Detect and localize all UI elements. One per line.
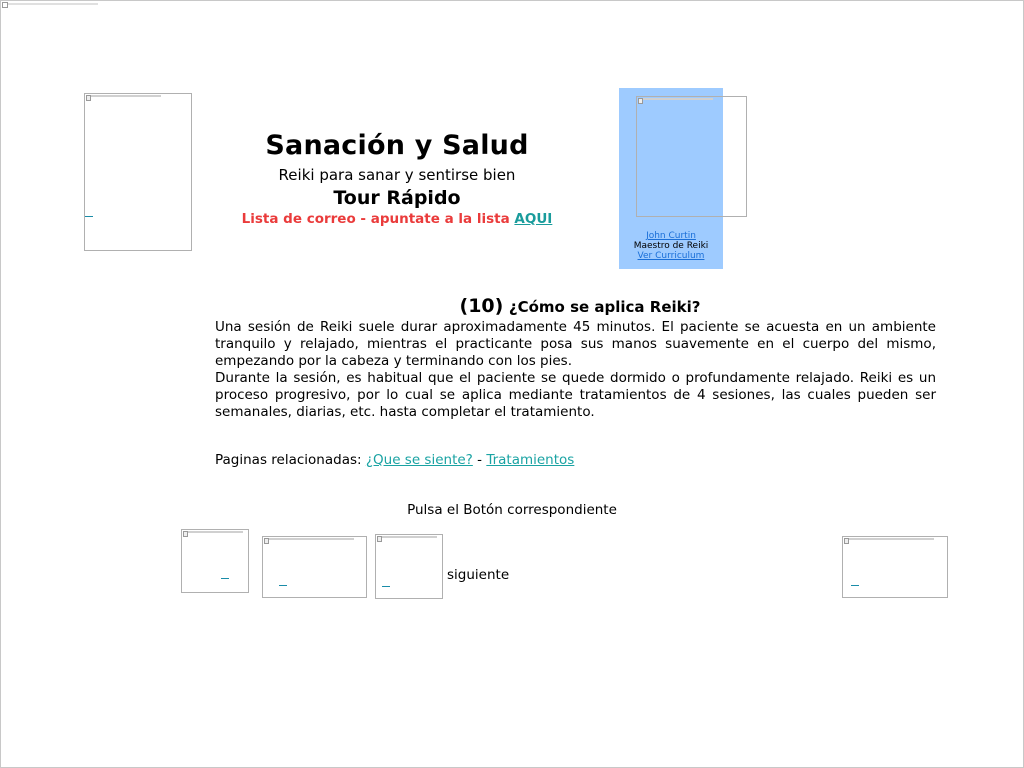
article-body (215, 319, 936, 421)
article-number: (10) (459, 295, 504, 317)
page-title: Sanación y Salud (265, 130, 529, 161)
article-paragraph: Una sesión de Reiki suele durar aproximadamente 45 minutos. El paciente se acuesta en un ambiente tranquilo y relajado, mientras el practicante posa sus manos suavemente en el cuerpo del mismo, empezando por la cabeza y terminando con los pies. (215, 319, 936, 369)
logo-image[interactable] (84, 93, 192, 251)
nav-button-2[interactable] (262, 536, 367, 598)
author-role: Maestro de Reiki (633, 241, 709, 251)
author-info (619, 231, 723, 261)
related-label: Paginas relacionadas: (215, 452, 362, 468)
nav-button-next[interactable] (842, 536, 948, 598)
article-paragraph: Durante la sesión, es habitual que el paciente se quede dormido o profundamente relajado. Reiki es un proceso progresivo, por lo cual se aplica mediante tratamientos de 4 sesiones, las cuales pueden ser semanales, diarias, etc. hasta completar el tratamiento. (215, 370, 936, 420)
mailing-list-link[interactable]: AQUI (514, 211, 553, 227)
broken-image-alt (643, 98, 713, 100)
nav-button-1[interactable] (181, 529, 249, 593)
page-subtitle: Reiki para sanar y sentirse bien (278, 166, 516, 184)
related-link-tratamientos[interactable]: Tratamientos (486, 452, 575, 468)
related-pages (215, 452, 574, 468)
image-link-mark[interactable] (279, 585, 287, 586)
broken-image-alt (8, 3, 98, 5)
mailing-list-text: Lista de correo - apuntate a la lista (241, 211, 510, 227)
image-link-mark[interactable] (85, 216, 93, 217)
related-separator: - (477, 452, 483, 468)
mailing-list (197, 211, 597, 227)
image-link-mark[interactable] (851, 585, 859, 586)
image-link-mark[interactable] (221, 578, 229, 579)
broken-image-alt (91, 95, 161, 97)
broken-image-alt (849, 538, 934, 540)
nav-button-3[interactable] (375, 534, 443, 599)
next-label: siguiente (447, 567, 510, 583)
tour-heading: Tour Rápido (333, 187, 461, 209)
broken-image-alt (382, 536, 437, 538)
broken-image-alt (269, 538, 354, 540)
article-heading (215, 295, 945, 317)
author-name-link[interactable]: John Curtin (646, 231, 696, 241)
press-button-text: Pulsa el Botón correspondiente (407, 502, 617, 518)
broken-image-alt (188, 531, 243, 533)
author-cv-link[interactable]: Ver Curriculum (637, 251, 705, 261)
article-question: ¿Cómo se aplica Reiki? (508, 298, 701, 316)
related-link-que-se-siente[interactable]: ¿Que se siente? (365, 452, 473, 468)
author-photo (636, 96, 747, 217)
image-link-mark[interactable] (382, 586, 390, 587)
